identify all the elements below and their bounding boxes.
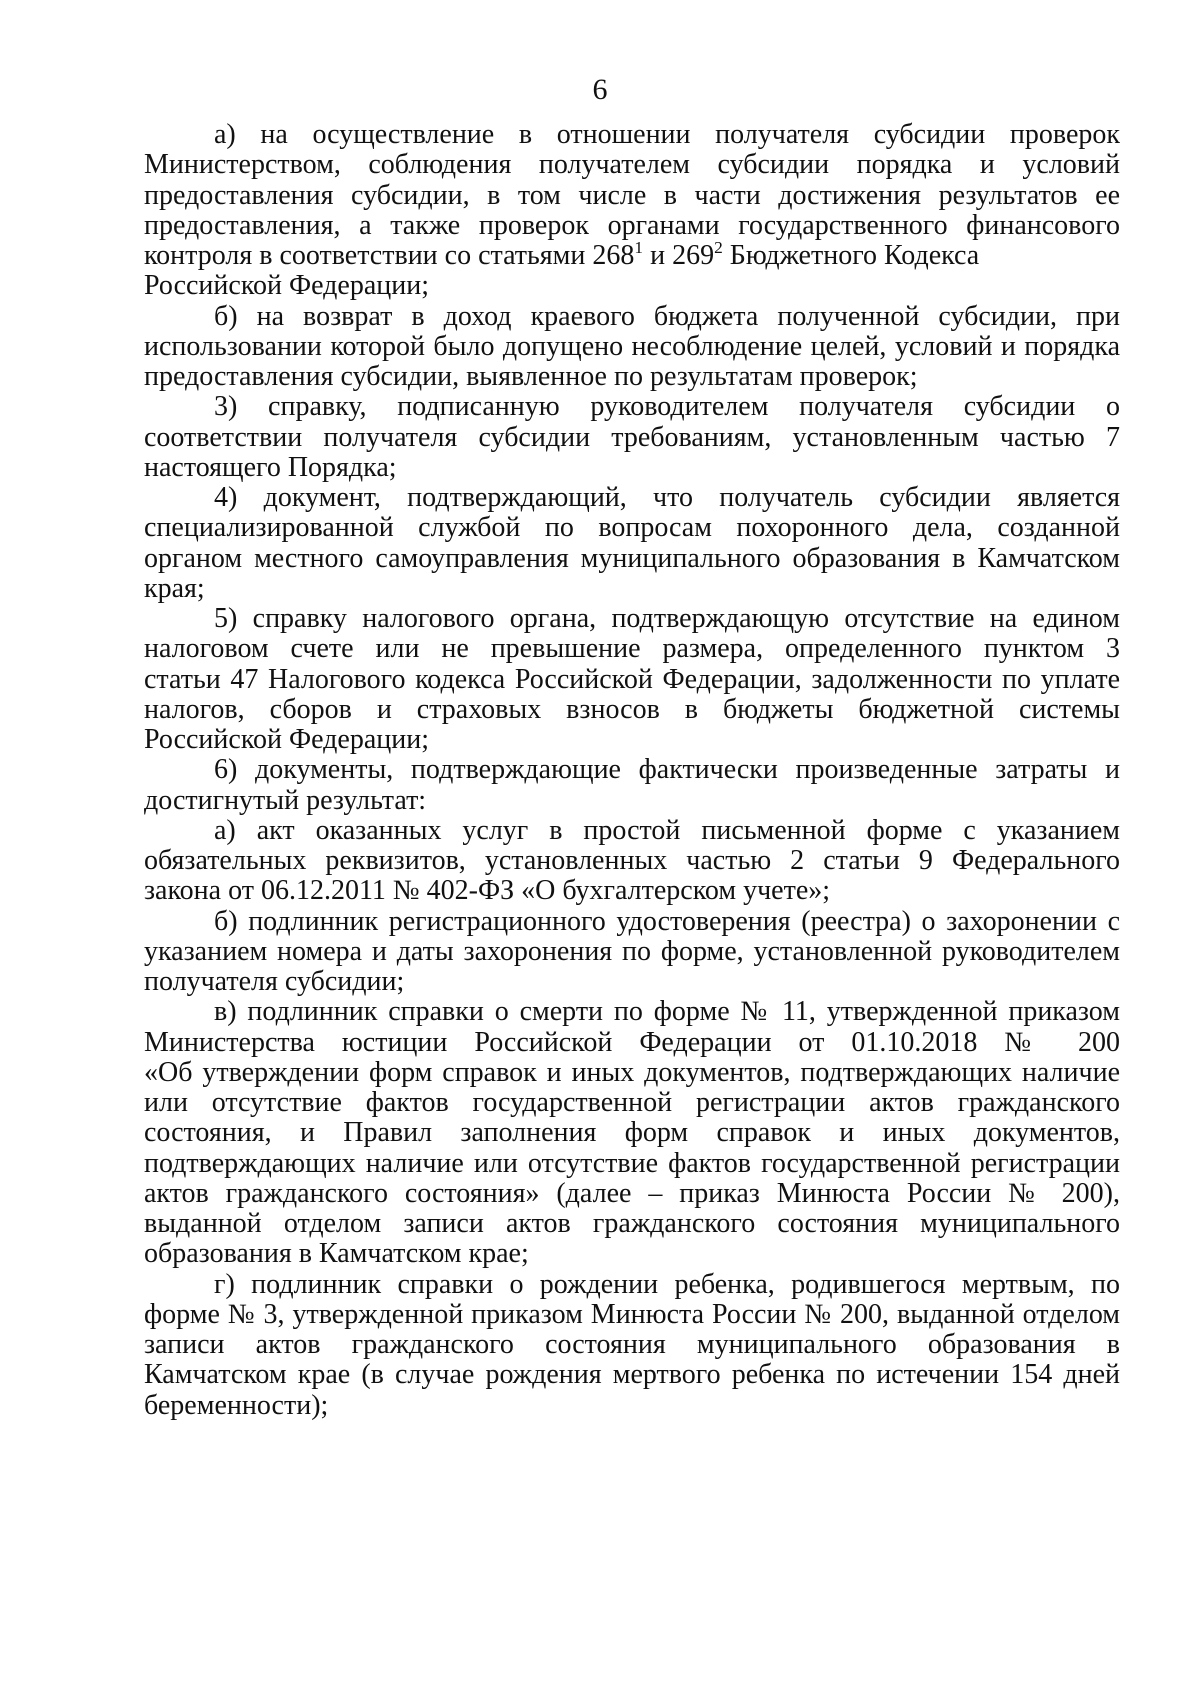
text-line: а) на осуществление в отношении получателя субсидии проверок xyxy=(214,120,1120,150)
text-line: «Об утверждении форм справок и иных документов, подтверждающих наличие xyxy=(144,1057,1120,1088)
text-line: использовании которой было допущено несоблюдение целей, условий и порядка xyxy=(144,331,1120,362)
text-line: выданной отделом записи актов гражданского состояния муниципального xyxy=(144,1209,1120,1239)
text-line: предоставления, а также проверок органами государственного финансового xyxy=(144,210,1120,241)
text-line: достигнутый результат: xyxy=(144,785,427,816)
text-line: 5) справку налогового органа, подтверждающую отсутствие на едином xyxy=(214,604,1120,634)
text-line: края; xyxy=(144,573,205,604)
text-line: беременности); xyxy=(144,1390,329,1421)
document-body xyxy=(144,120,1120,1421)
text-line: указанием номера и даты захоронения по форме, установленной руководителем xyxy=(144,936,1120,967)
text-line: актов гражданского состояния» (далее – приказ Минюста России № 200), xyxy=(144,1178,1120,1209)
text-line: получателя субсидии; xyxy=(144,967,405,997)
text-line: 6) документы, подтверждающие фактически произведенные затраты и xyxy=(214,755,1120,786)
text-line: Российской Федерации; xyxy=(144,271,430,302)
text-line: Министерством, соблюдения получателем субсидии порядка и условий xyxy=(144,150,1120,181)
superscript: 1 xyxy=(634,241,644,257)
text-line: Российской Федерации; xyxy=(144,725,430,755)
text-line: Камчатском крае (в случае рождения мертвого ребенка по истечении 154 дней xyxy=(144,1360,1120,1391)
page-number: 6 xyxy=(592,73,608,106)
text-line: 4) документ, подтверждающий, что получатель субсидии является xyxy=(214,483,1120,513)
text-line-with-superscripts xyxy=(144,241,1120,271)
text-line: б) подлинник регистрационного удостоверения (реестра) о захоронении с xyxy=(214,906,1120,937)
text-segment: и 269 xyxy=(643,241,715,271)
text-line: предоставления субсидии, выявленное по результатам проверок; xyxy=(144,362,918,392)
text-line: обязательных реквизитов, установленных частью 2 статьи 9 Федерального xyxy=(144,846,1120,876)
superscript: 2 xyxy=(714,241,723,257)
text-line: б) на возврат в доход краевого бюджета полученной субсидии, при xyxy=(214,301,1120,332)
text-line: образования в Камчатском крае; xyxy=(144,1239,529,1270)
text-line: налогов, сборов и страховых взносов в бюджеты бюджетной системы xyxy=(144,694,1120,725)
text-line: а) акт оказанных услуг в простой письменной форме с указанием xyxy=(214,815,1120,846)
text-line: закона от 06.12.2011 № 402-ФЗ «О бухгалтерском учете»; xyxy=(144,876,831,907)
text-line: Министерства юстиции Российской Федерации от 01.10.2018 № 200 xyxy=(144,1027,1120,1058)
text-line: налоговом счете или не превышение размера, определенного пунктом 3 xyxy=(144,634,1120,665)
text-line: предоставления субсидии, в том числе в части достижения результатов ее xyxy=(144,180,1120,211)
text-line: подтверждающих наличие или отсутствие фактов государственной регистрации xyxy=(144,1148,1120,1179)
text-line: записи актов гражданского состояния муниципального образования в xyxy=(144,1330,1120,1360)
text-line: соответствии получателя субсидии требованиям, установленным частью 7 xyxy=(144,422,1120,453)
text-segment: контроля в соответствии со статьями 268 xyxy=(144,241,635,271)
text-line: в) подлинник справки о смерти по форме № 11, утвержденной приказом xyxy=(214,997,1120,1028)
text-line: органом местного самоуправления муниципального образования в Камчатском xyxy=(144,543,1120,574)
text-segment: Бюджетного Кодекса xyxy=(722,241,980,271)
text-line: г) подлинник справки о рождении ребенка, родившегося мертвым, по xyxy=(214,1269,1120,1300)
text-line: 3) справку, подписанную руководителем получателя субсидии о xyxy=(214,392,1120,423)
text-line: состояния, и Правил заполнения форм справок и иных документов, xyxy=(144,1118,1120,1149)
text-line: специализированной службой по вопросам похоронного дела, созданной xyxy=(144,513,1120,544)
text-line: или отсутствие фактов государственной регистрации актов гражданского xyxy=(144,1088,1120,1118)
text-line: статьи 47 Налогового кодекса Российской Федерации, задолженности по уплате xyxy=(144,664,1120,695)
text-line: форме № 3, утвержденной приказом Минюста России № 200, выданной отделом xyxy=(144,1299,1120,1330)
text-line: настоящего Порядка; xyxy=(144,452,397,483)
